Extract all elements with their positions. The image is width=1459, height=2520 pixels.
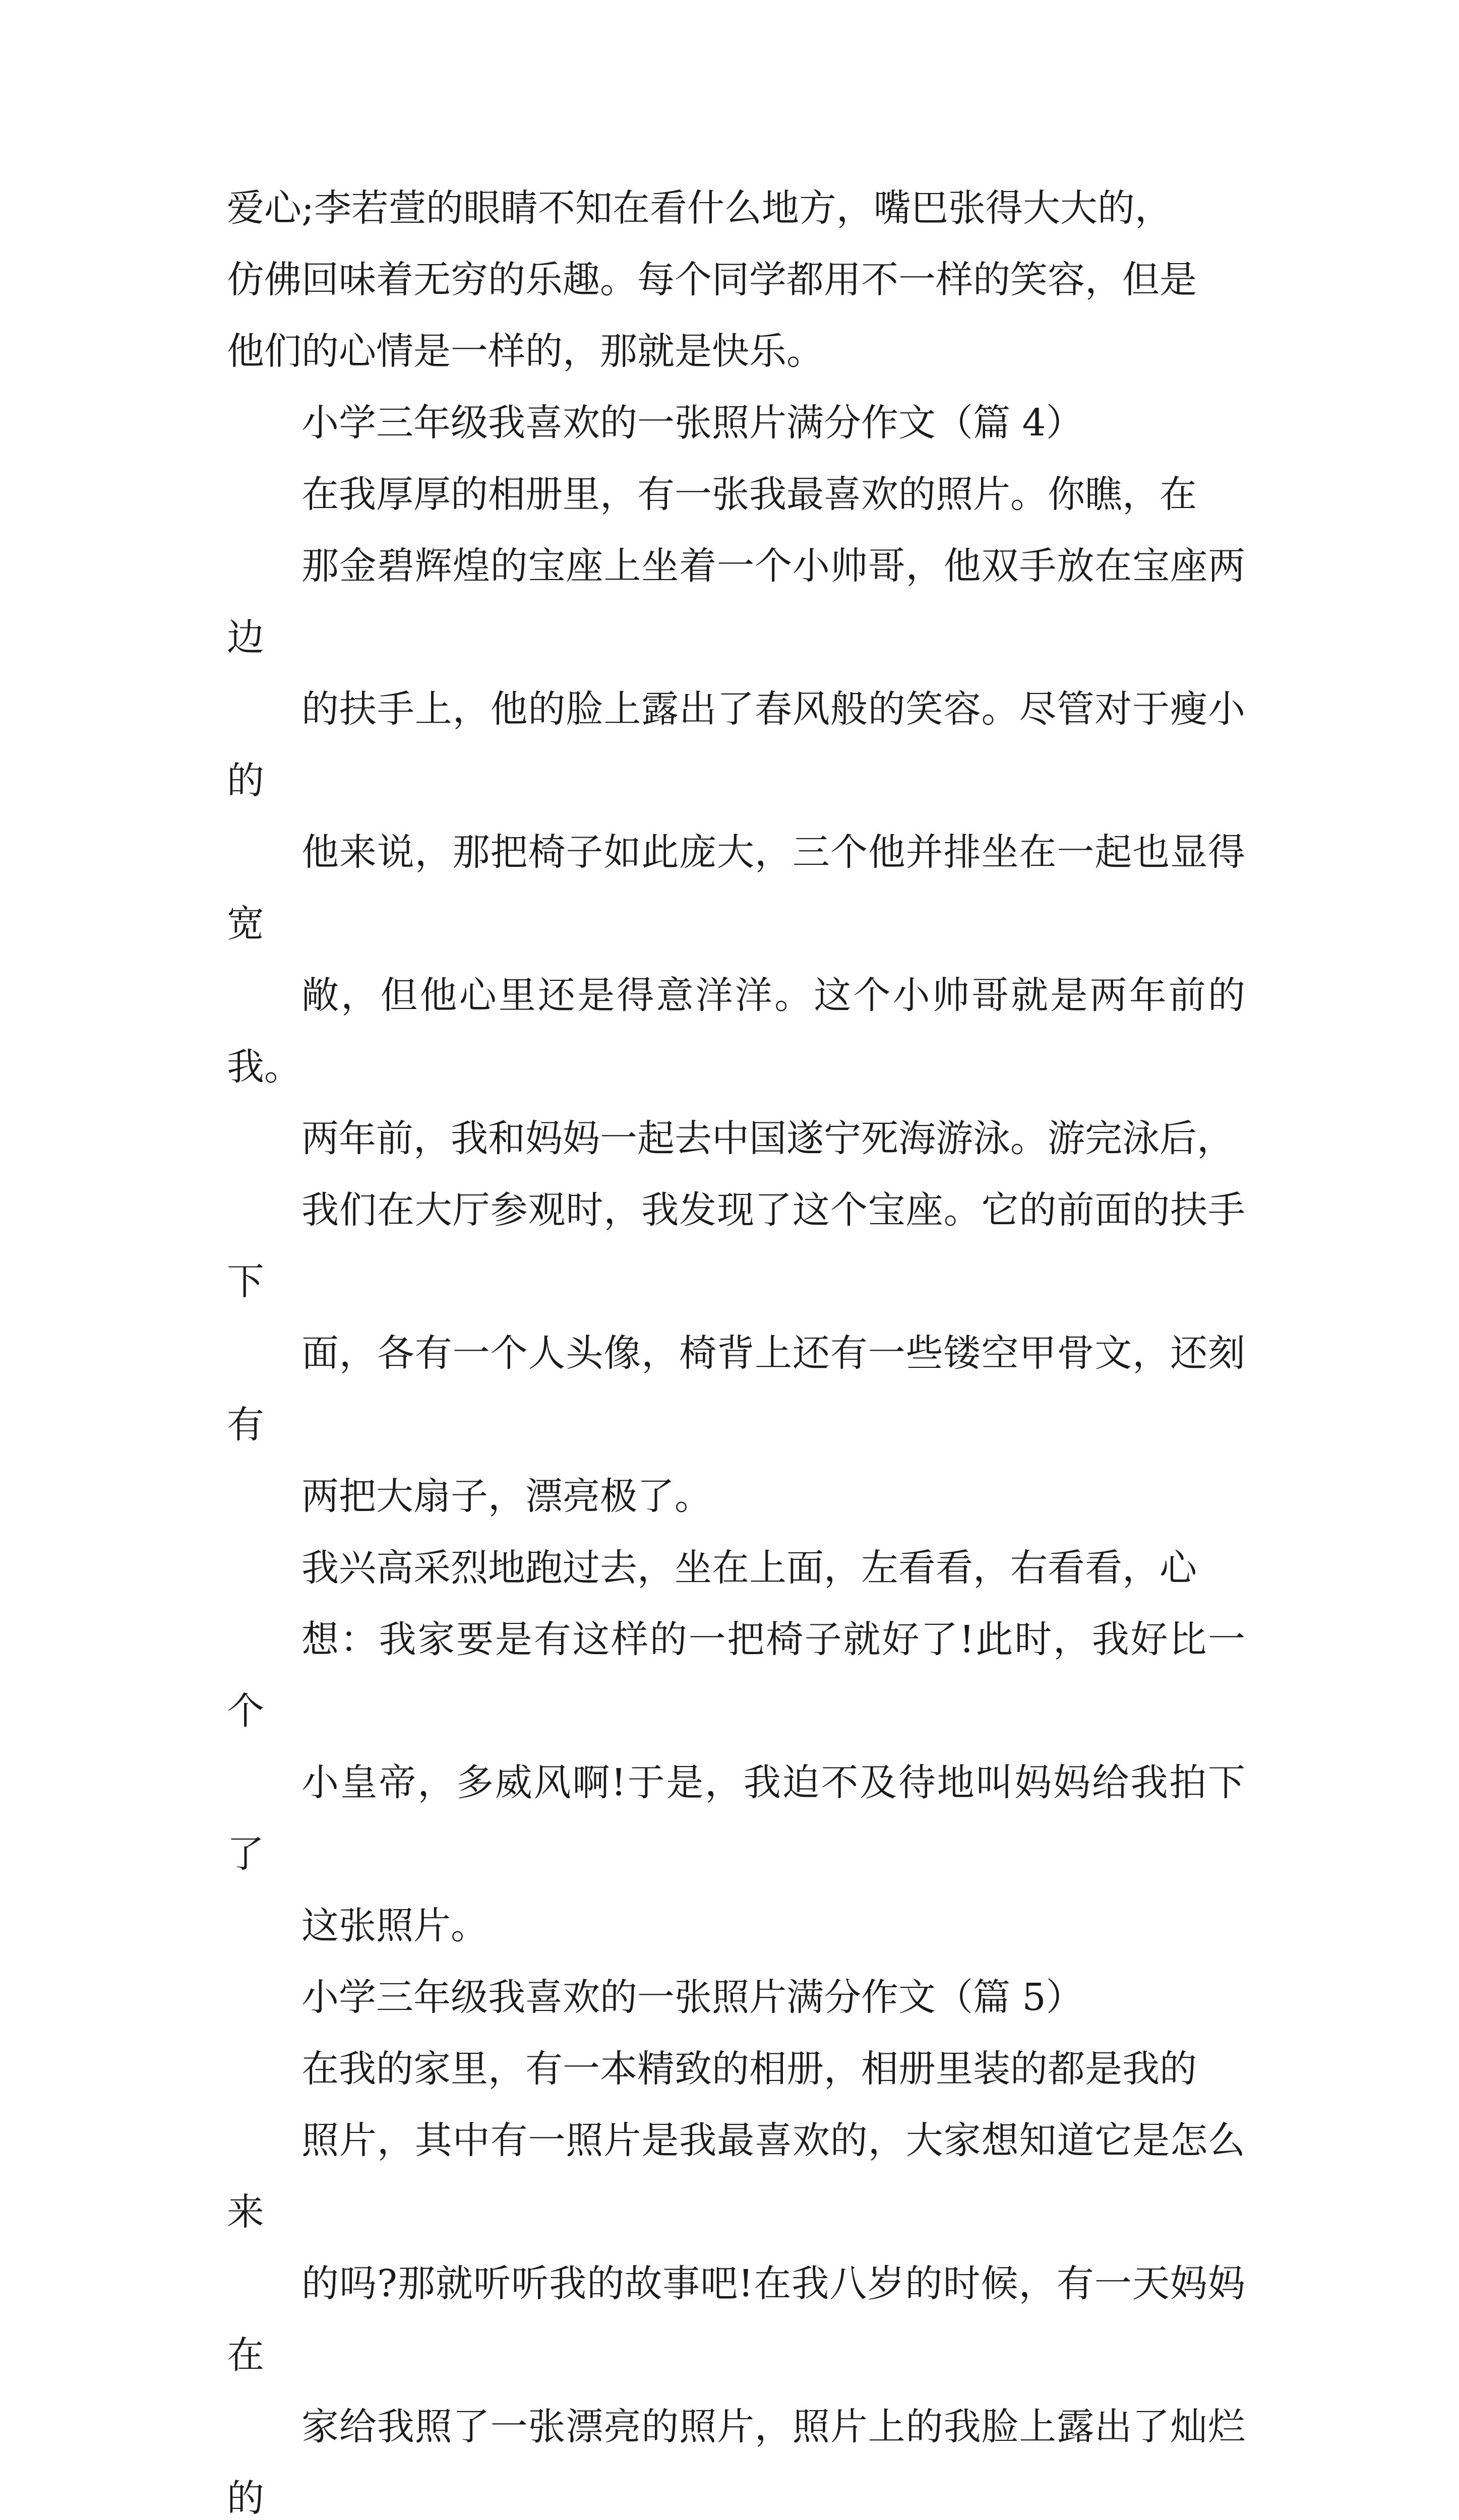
- body-paragraph: [227, 1532, 1245, 1962]
- body-paragraph: [227, 172, 1245, 387]
- body-paragraph: [227, 1103, 1245, 1532]
- paragraph-line: 他们的心情是一样的，那就是快乐。: [227, 330, 824, 373]
- paragraph-line: 爱心;李若萱的眼睛不知在看什么地方，嘴巴张得大大的，: [227, 186, 1172, 230]
- paragraph-line: 两年前，我和妈妈一起去中国遂宁死海游泳。游完泳后，: [301, 1117, 1234, 1160]
- section-heading: 小学三年级我喜欢的一张照片满分作文（篇 4）: [301, 401, 1083, 445]
- paragraph-line: 照片，其中有一照片是我最喜欢的，大家想知道它是怎么来: [227, 2119, 1245, 2234]
- paragraph-line: 我兴高采烈地跑过去，坐在上面，左看看，右看看，心: [301, 1546, 1197, 1590]
- paragraph-line: 家给我照了一张漂亮的照片，照片上的我脸上露出了灿烂的: [227, 2405, 1245, 2520]
- paragraph-line: 的吗?那就听听我的故事吧!在我八岁的时候，有一天妈妈在: [227, 2262, 1245, 2377]
- section-heading: 小学三年级我喜欢的一张照片满分作文（篇 5）: [301, 1976, 1083, 2019]
- body-paragraph: [227, 459, 1245, 1103]
- paragraph-line: 仿佛回味着无穷的乐趣。每个同学都用不一样的笑容，但是: [227, 258, 1197, 301]
- document-page: [227, 172, 1245, 2520]
- paragraph-line: 两把大扇子，漂亮极了。: [301, 1475, 712, 1518]
- paragraph-line: 小皇帝，多威风啊!于是，我迫不及待地叫妈妈给我拍下了: [227, 1761, 1245, 1876]
- body-paragraph: [227, 2033, 1245, 2520]
- paragraph-line: 想：我家要是有这样的一把椅子就好了!此时，我好比一个: [227, 1618, 1245, 1733]
- paragraph-line: 那金碧辉煌的宝座上坐着一个小帅哥，他双手放在宝座两边: [227, 544, 1245, 659]
- paragraph-line: 面，各有一个人头像，椅背上还有一些镂空甲骨文，还刻有: [227, 1332, 1245, 1446]
- paragraph-line: 在我厚厚的相册里，有一张我最喜欢的照片。你瞧，在: [301, 473, 1197, 516]
- paragraph-line: 我们在大厅参观时，我发现了这个宝座。它的前面的扶手下: [227, 1188, 1245, 1303]
- paragraph-line: 他来说，那把椅子如此庞大，三个他并排坐在一起也显得宽: [227, 831, 1245, 946]
- paragraph-line: 这张照片。: [301, 1904, 488, 1947]
- paragraph-line: 在我的家里，有一本精致的相册，相册里装的都是我的: [301, 2047, 1197, 2091]
- paragraph-line: 敞，但他心里还是得意洋洋。这个小帅哥就是两年前的我。: [227, 974, 1245, 1089]
- paragraph-line: 的扶手上，他的脸上露出了春风般的笑容。尽管对于瘦小的: [227, 687, 1245, 802]
